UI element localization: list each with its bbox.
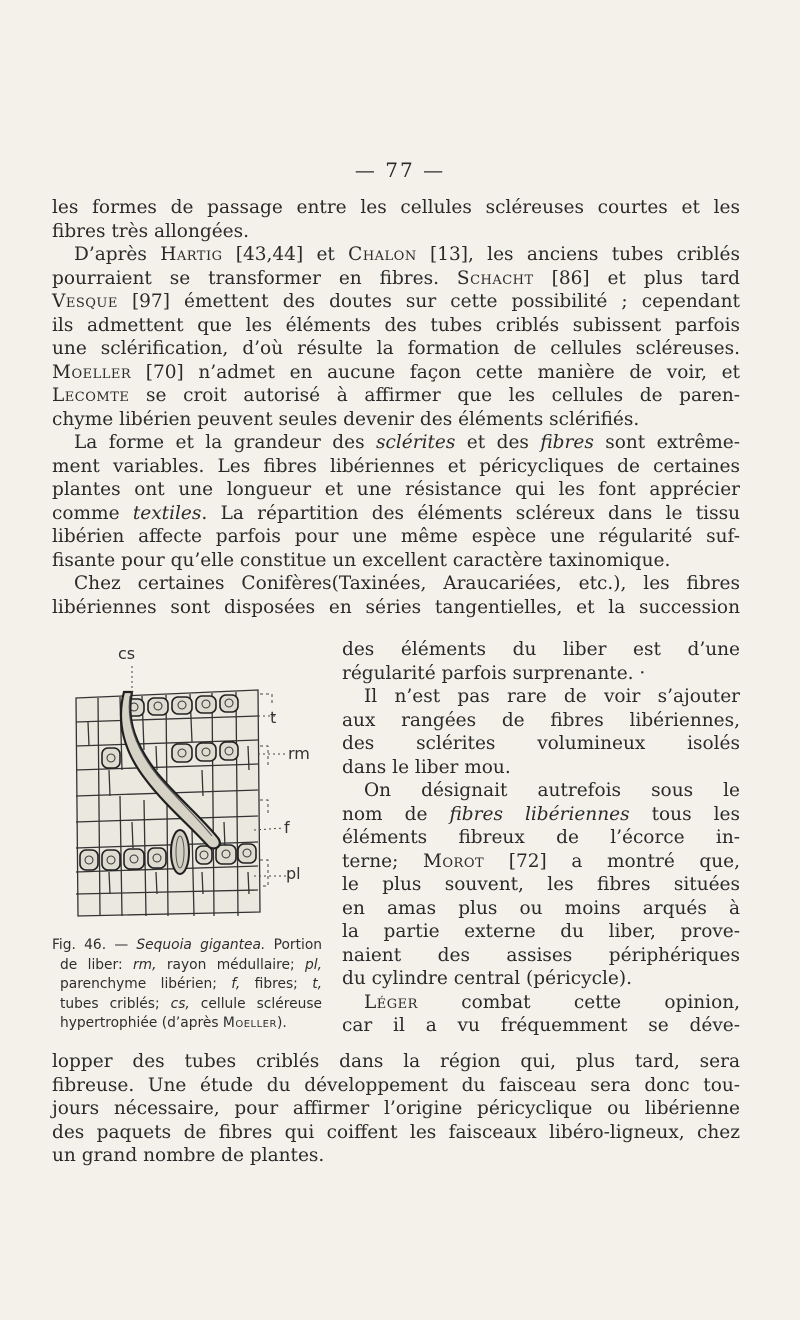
text-line: Léger combat cette opinion, bbox=[364, 991, 740, 1013]
figure-label-cs: cs bbox=[118, 644, 136, 663]
text-line: la partie externe du liber, prove- bbox=[342, 921, 740, 942]
figure-caption bbox=[52, 936, 322, 1034]
text-line: du cylindre central (péricycle). bbox=[342, 968, 632, 989]
text-line: Il n’est pas rare de voir s’ajouter bbox=[364, 686, 740, 707]
text-line: fibres très allongées. bbox=[52, 220, 249, 242]
text-line: en amas plus ou moins arqués à bbox=[342, 897, 740, 919]
right-column-text bbox=[342, 638, 740, 1038]
text-line: fibreuse. Une étude du développement du faisceau sera donc tou- bbox=[52, 1074, 740, 1096]
text-line: Chez certaines Conifères(Taxinées, Araucariées, etc.), les fibres bbox=[74, 573, 740, 594]
caption-line: de liber: rm, rayon médullaire; pl, bbox=[60, 956, 322, 973]
text-line: car il a vu fréquemment se déve- bbox=[342, 1015, 740, 1036]
text-line: des paquets de fibres qui coiffent les faisceaux libéro-ligneux, chez bbox=[52, 1121, 740, 1143]
text-line: chyme libérien peuvent seules devenir des éléments sclérifiés. bbox=[52, 408, 640, 430]
text-line: régularité parfois surprenante. · bbox=[342, 662, 646, 684]
text-line: plantes ont une longueur et une résistance qui les font apprécier bbox=[52, 479, 740, 500]
text-line: des sclérites volumineux isolés bbox=[342, 733, 740, 754]
text-line: une sclérification, d’où résulte la formation de cellules scléreuses. bbox=[52, 338, 740, 359]
text-line: le plus souvent, les fibres situées bbox=[342, 874, 740, 895]
text-line: éléments fibreux de l’écorce in- bbox=[342, 827, 740, 848]
text-line: jours nécessaire, pour affirmer l’origine péricyclique ou libérienne bbox=[52, 1098, 740, 1119]
figure-label-f: f bbox=[284, 818, 290, 837]
figure-illustration bbox=[62, 650, 322, 930]
text-line: libériennes sont disposées en séries tangentielles, et la succession bbox=[52, 596, 740, 618]
text-line: ment variables. Les fibres libériennes et péricycliques de certaines bbox=[52, 455, 740, 477]
text-line: lopper des tubes criblés dans la région qui, plus tard, sera bbox=[52, 1051, 740, 1072]
text-line: Vesque [97] émettent des doutes sur cette possibilité ; cependant bbox=[52, 291, 740, 312]
text-line: dans le liber mou. bbox=[342, 756, 511, 778]
text-line: fisante pour qu’elle constitue un excellent caractère taxinomique. bbox=[52, 549, 671, 571]
text-line: pourraient se transformer en fibres. Schacht [86] et plus tard bbox=[52, 267, 740, 289]
text-line: Moeller [70] n’admet en aucune façon cette manière de voir, et bbox=[52, 361, 740, 383]
text-line: On désignait autrefois sous le bbox=[364, 780, 740, 801]
figure-sequoia-liber bbox=[62, 644, 322, 930]
text-line: terne; Morot [72] a montré que, bbox=[342, 850, 741, 872]
text-line: comme textiles. La répartition des éléments scléreux dans le tissu bbox=[52, 502, 740, 524]
figure-label-t: t bbox=[270, 708, 277, 727]
text-line: ils admettent que les éléments des tubes criblés subissent parfois bbox=[52, 314, 740, 336]
figure-label-rm: rm bbox=[288, 744, 310, 763]
text-line: des éléments du liber est d’une bbox=[342, 639, 740, 660]
text-line: La forme et la grandeur des sclérites et des fibres sont extrême- bbox=[74, 432, 741, 453]
caption-line: tubes criblés; cs, cellule scléreuse bbox=[60, 995, 322, 1012]
main-text-top bbox=[52, 196, 740, 619]
caption-line: parenchyme libérien; f, fibres; t, bbox=[60, 976, 322, 992]
text-line: libérien affecte parfois pour une même espèce une régularité suf- bbox=[52, 526, 740, 547]
figure-label-pl: pl bbox=[286, 864, 301, 883]
caption-line: Fig. 46. — Sequoia gigantea. Portion bbox=[52, 937, 322, 953]
text-line: naient des assises périphériques bbox=[342, 944, 740, 966]
text-line: aux rangées de fibres libériennes, bbox=[342, 709, 740, 731]
caption-line: hypertrophiée (d’après Moeller). bbox=[60, 1015, 287, 1031]
text-line: nom de fibres libériennes tous les bbox=[342, 803, 740, 825]
text-line: Lecomte se croit autorisé à affirmer que les cellules de paren- bbox=[52, 385, 740, 406]
page-number: — 77 — bbox=[354, 158, 446, 182]
text-line: un grand nombre de plantes. bbox=[52, 1145, 325, 1166]
text-line: les formes de passage entre les cellules scléreuses courtes et les bbox=[52, 197, 740, 218]
text-line: D’après Hartig [43,44] et Chalon [13], les anciens tubes criblés bbox=[74, 244, 740, 265]
main-text-bottom bbox=[52, 1050, 740, 1168]
